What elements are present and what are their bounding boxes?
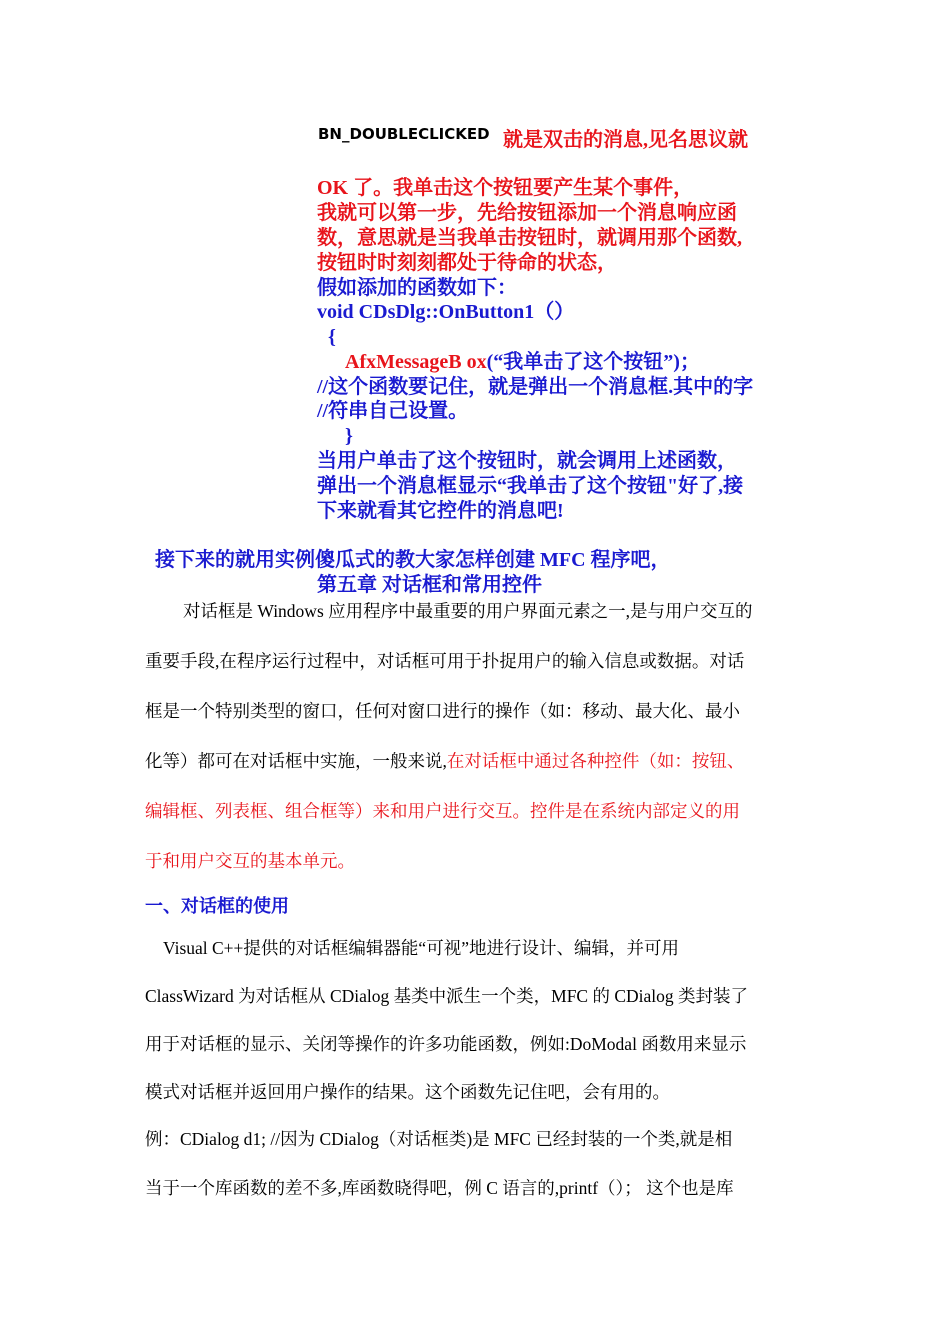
para1-line-3: 框是一个特别类型的窗口，任何对窗口进行的操作（如：移动、最大化、最小 — [145, 701, 740, 721]
brace-open: { — [328, 326, 336, 348]
chapter-title: 第五章 对话框和常用控件 — [317, 574, 542, 596]
para1-line-2: 重要手段,在程序运行过程中，对话框可用于扑捉用户的输入信息或数据。对话 — [145, 651, 745, 671]
para1-line-4 — [145, 748, 744, 773]
red-line-2: 我就可以第一步，先给按钮添加一个消息响应函 — [317, 202, 737, 224]
afx-arguments: (“我单击了这个按钮”)； — [486, 351, 700, 373]
comment-line-2: //符串自己设置。 — [317, 400, 469, 422]
red-line-3: 数，意思就是当我单击按钮时，就调用那个函数, — [317, 227, 742, 249]
after-line-1: 当用户单击了这个按钮时，就会调用上述函数， — [317, 450, 737, 472]
afx-function-name: AfxMessageB ox — [345, 351, 487, 373]
event-description: 就是双击的消息,见名思议就 — [503, 129, 748, 151]
para2-line-1: Visual C++提供的对话框编辑器能“可视”地进行设计、编辑，并可用 — [163, 938, 679, 958]
section-1-title: 一、对话框的使用 — [145, 896, 289, 916]
after-line-2: 弹出一个消息框显示“我单击了这个按钮"好了,接 — [317, 475, 744, 497]
para1-line-5: 编辑框、列表框、组合框等）来和用户进行交互。控件是在系统内部定义的用 — [145, 801, 740, 821]
para1-line-6: 于和用户交互的基本单元。 — [145, 851, 355, 871]
afx-call-line — [345, 350, 700, 375]
para2-line-5: 例：CDialog d1; //因为 CDialog（对话框类)是 MFC 已经封装的一个类,就是相 — [145, 1129, 733, 1149]
red-line-1: OK 了。我单击这个按钮要产生某个事件， — [317, 177, 694, 199]
function-signature: void CDsDlg::OnButton1（） — [317, 301, 575, 323]
after-line-3: 下来就看其它控件的消息吧! — [317, 500, 564, 522]
red-line-4: 按钮时时刻刻都处于待命的状态， — [317, 252, 617, 274]
headline: 接下来的就用实例傻瓜式的教大家怎样创建 MFC 程序吧， — [155, 549, 671, 571]
brace-close: } — [345, 425, 353, 447]
comment-line-1: //这个函数要记住，就是弹出一个消息框.其中的字 — [317, 376, 754, 398]
para2-line-6: 当于一个库函数的差不多,库函数晓得吧，例 C 语言的,printf（）； 这个也是库 — [145, 1178, 734, 1198]
function-intro: 假如添加的函数如下： — [317, 277, 517, 299]
para2-line-4: 模式对话框并返回用户操作的结果。这个函数先记住吧，会有用的。 — [145, 1082, 670, 1102]
para1-line-4-highlight: 在对话框中通过各种控件（如：按钮、 — [446, 751, 745, 771]
para1-line-4-text: 化等）都可在对话框中实施，一般来说, — [145, 751, 447, 771]
para2-line-3: 用于对话框的显示、关闭等操作的许多功能函数，例如:DoModal 函数用来显示 — [145, 1034, 747, 1054]
para1-line-1: 对话框是 Windows 应用程序中最重要的用户界面元素之一,是与用户交互的 — [183, 601, 753, 621]
event-code-label: BN_DOUBLECLICKED — [318, 125, 490, 143]
para2-line-2: ClassWizard 为对话框从 CDialog 基类中派生一个类，MFC 的 CDialog 类封装了 — [145, 986, 749, 1006]
